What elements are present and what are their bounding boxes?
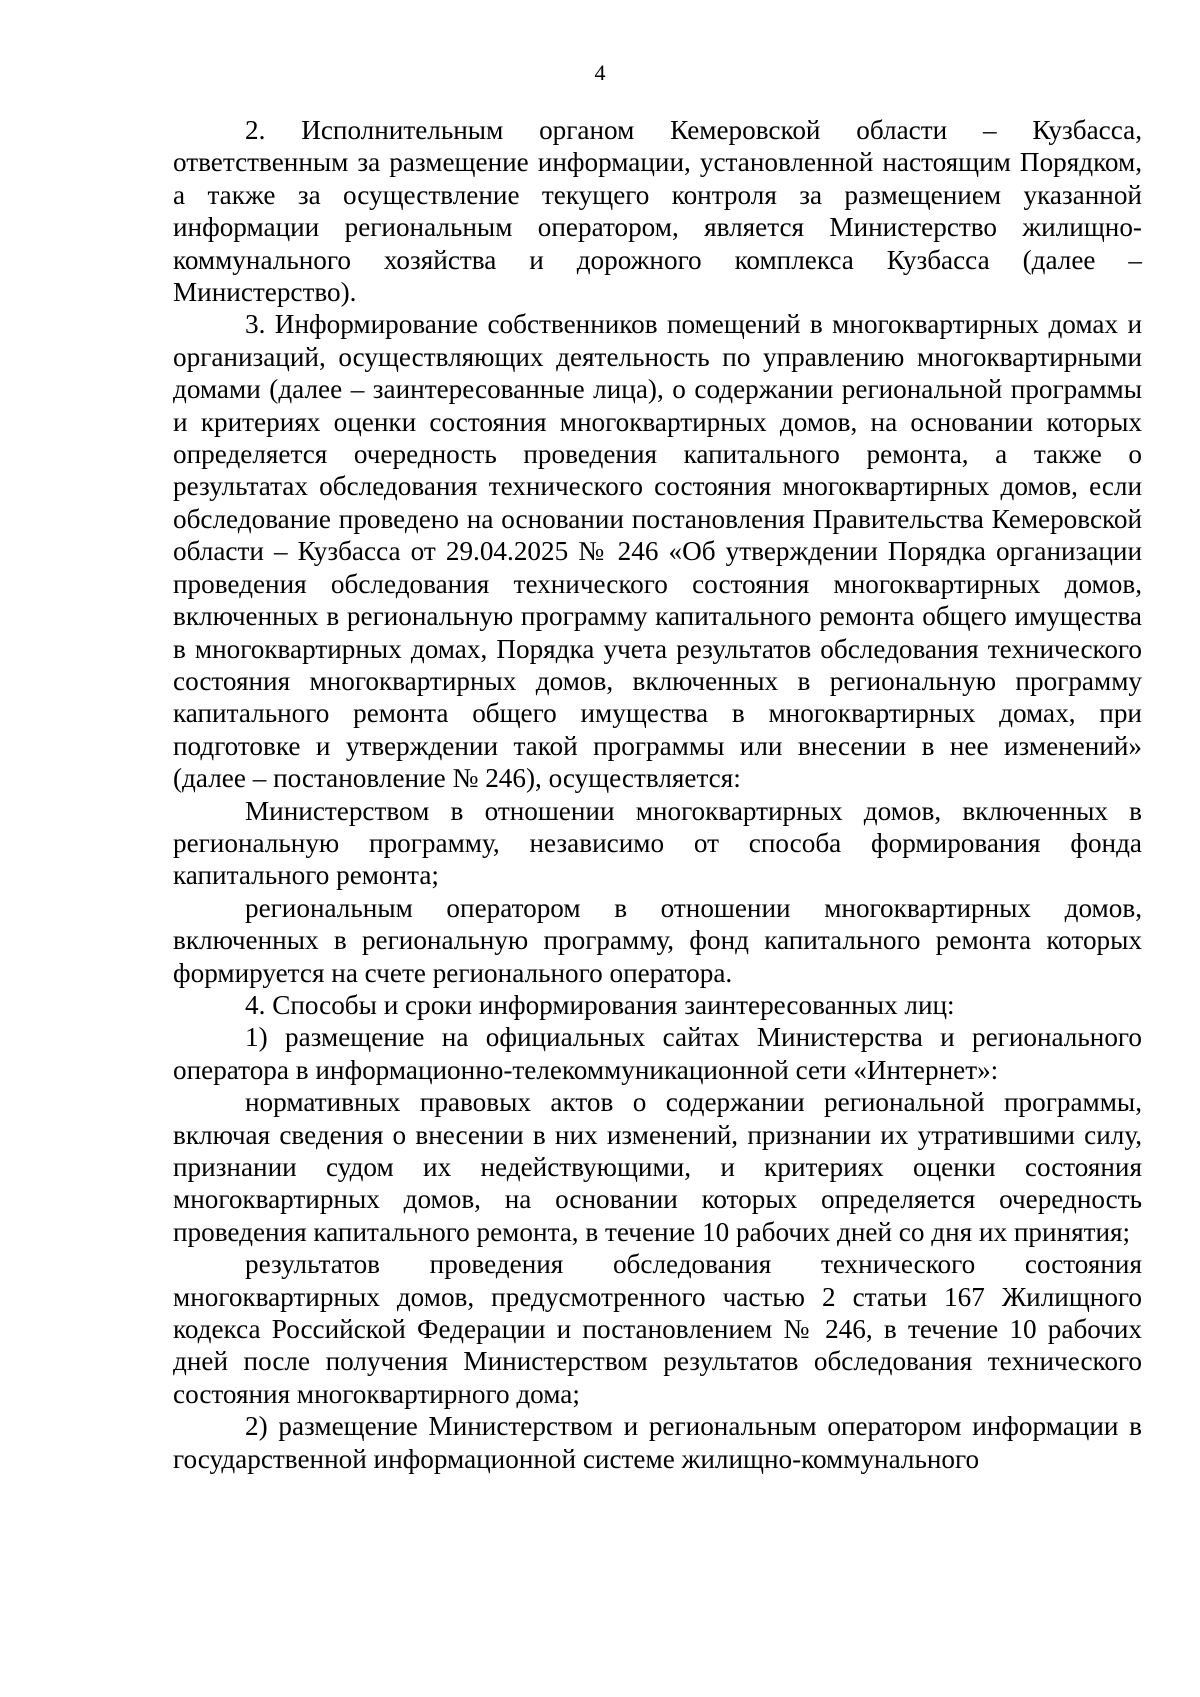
page-number: 4 [594, 60, 606, 85]
paragraph-subitem-2-gis: 2) размещение Министерством и региональным оператором информации в государственной информационной системе жилищно-коммунального [173, 1411, 1142, 1474]
paragraph-regional-operator-scope: региональным оператором в отношении многоквартирных домов, включенных в региональную программу, фонд капитального ремонта которых формируется на счете регионального оператора. [173, 892, 1142, 988]
paragraph-item-2-executive-body: 2. Исполнительным органом Кемеровской области – Кузбасса, ответственным за размещение информации, установленной настоящим Порядком, а также за осуществление текущего контроля за размещением указанной информации региональным оператором, является Министерство жилищно-коммунального хозяйства и дорожного комплекса Кузбасса (далее – Министерство). [173, 115, 1142, 308]
document-body [173, 114, 1142, 1475]
paragraph-inspection-results: результатов проведения обследования технического состояния многоквартирных домов, предусмотренного частью 2 статьи 167 Жилищного кодекса Российской Федерации и постановлением № 246, в течение 10 рабочих дней после получения Министерством результатов обследования технического состояния многоквартирного дома; [173, 1249, 1142, 1409]
paragraph-normative-acts: нормативных правовых актов о содержании региональной программы, включая сведения о внесении в них изменений, признании их утратившими силу, признании судом их недействующими, и критериях оценки состояния многоквартирных домов, на основании которых определяется очередность проведения капитального ремонта, в течение 10 рабочих дней со дня их принятия; [173, 1087, 1142, 1247]
paragraph-item-4-methods: 4. Способы и сроки информирования заинтересованных лиц: [245, 989, 955, 1020]
paragraph-item-3-informing: 3. Информирование собственников помещений в многоквартирных домах и организаций, осуществляющих деятельность по управлению многоквартирными домами (далее – заинтересованные лица), о содержании региональной программы и критериях оценки состояния многоквартирных домов, на основании которых определяется очередность проведения капитального ремонта, а также о результатах обследования технического состояния многоквартирных домов, если обследование проведено на основании постановления Правительства Кемеровской области – Кузбасса от 29.04.2025 № 246 «Об утверждении Порядка организации проведения обследования технического состояния многоквартирных домов, включенных в региональную программу капитального ремонта общего имущества в многоквартирных домах, Порядка учета результатов обследования технического состояния многоквартирных домов, включенных в региональную программу капитального ремонта общего имущества в многоквартирных домах, при подготовке и утверждении такой программы или внесении в нее изменений» (далее – постановление № 246), осуществляется: [173, 309, 1142, 794]
paragraph-ministry-scope: Министерством в отношении многоквартирных домов, включенных в региональную программу, независимо от способа формирования фонда капитального ремонта; [173, 795, 1142, 891]
paragraph-subitem-1-websites: 1) размещение на официальных сайтах Министерства и регионального оператора в информационно-телекоммуникационной сети «Интернет»: [173, 1022, 1142, 1085]
